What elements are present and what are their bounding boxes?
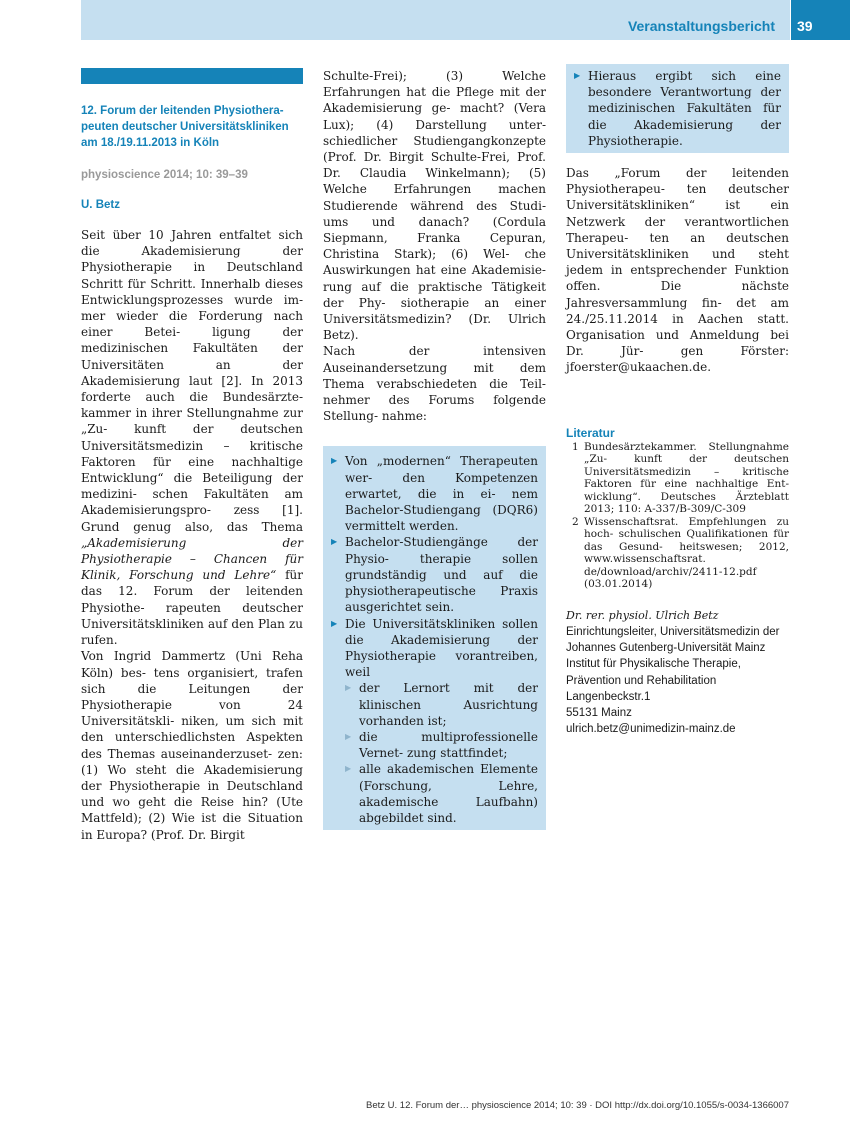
network-paragraph: Das „Forum der leitenden Physiotherapeu- ten deutscher Universitätskliniken“ ist ein Netzwerk der verantwortlichen Therapeu- ten an deutschen Universitätskliniken und steht jedem in entsprechender Funktion offen. Die nächste Jahresversammlung fin- det am 24./25.11.2014 in Aachen statt. Organisation und Anmeldung bei Dr. Jür- gen Förster: jfoerster@ukaachen.de.	[566, 166, 789, 375]
statement-subitem: ▶ alle akademischen Elemente (Forschung, Lehre, akademische Laufbahn) abgebildet sind.	[331, 761, 538, 826]
address-line: Einrichtungsleiter, Universitätsmedizin der	[566, 626, 780, 639]
address-line: Johannes Gutenberg-Universität Mainz	[566, 642, 766, 655]
title-line: 12. Forum der leitenden Physiothera-	[81, 105, 284, 117]
intro-paragraph: Seit über 10 Jahren entfaltet sich die Akademisierung der Physiotherapie in Deutschland Schritt für Schritt. Innerhalb dieses Entwicklungsprozesses wurde im- mer wieder die Forderung nach einer Betei- ligung der medizinischen Fakultäten der Universitäten an der Akademisierung laut [2]. In 2013 forderte auch die Bundesärzte- kammer in ihrer Stellungnahme zur „Zu- kunft der deutschen Universitätsmedizin – kritische Faktoren für eine nachhaltige Entwicklung“ die Beteiligung der medizini- schen Fakultäten am Akademisierungspro- zess [1]. Grund genug also, das Thema „Akademisierung der Physiotherapie – Chancen für Klinik, Forschung und Lehre“ für das 12. Forum der leitenden Physiothe- rapeuten deutscher Universitätskliniken auf den Plan zu rufen.	[81, 228, 303, 648]
address-line: Langenbeckstr.1	[566, 690, 651, 703]
title-line: am 18./19.11.2013 in Köln	[81, 137, 220, 150]
statement-box-continued	[566, 64, 789, 153]
column-middle	[323, 68, 546, 830]
author-address	[566, 608, 789, 738]
title-line: peuten deutscher Universitätskliniken	[81, 121, 289, 134]
section-label: Veranstaltungsbericht	[627, 18, 775, 34]
literature-heading: Literatur	[566, 425, 615, 440]
address-line: Institut für Physikalische Therapie,	[566, 658, 741, 671]
column-left	[81, 68, 303, 843]
address-line: 55131 Mainz	[566, 707, 632, 720]
statement-subitem: ▶ der Lernort mit der klinischen Ausrichtung vorhanden ist;	[331, 680, 538, 729]
statement-box	[323, 446, 546, 830]
column-accent-bar	[81, 68, 303, 84]
page-number: 39	[791, 0, 850, 40]
author-name: U. Betz	[81, 198, 120, 211]
address-name: Dr. rer. physiol. Ulrich Betz	[566, 608, 719, 622]
reference-item: 1 Bundesärztekammer. Stellungnahme „Zu- kunft der deutschen Universitätsmedizin – kritische Faktoren für eine nachhaltige Ent- wicklung“. Deutsches Ärzteblatt 2013; 110: A-337/B-309/C-309	[572, 440, 789, 516]
reference-item: 2 Wissenschaftsrat. Empfehlungen zu hoch- schulischen Qualifikationen für das Gesund- heitswesen; 2012, www.wissenschaftsrat. de/download/archiv/2411-12.pdf (03.01.2014)	[572, 515, 789, 591]
statement-item: ▶ Bachelor-Studiengänge der Physio- therapie sollen grundständig und auf die physiotherapeutische Praxis ausgerichtet sein.	[331, 534, 538, 615]
address-line: Prävention und Rehabilitation	[566, 674, 717, 687]
email-link[interactable]: ulrich.betz@unimedizin-mainz.de	[566, 723, 736, 736]
article-title	[81, 103, 303, 152]
statement-intro-paragraph: Nach der intensiven Auseinandersetzung mit dem Thema verabschiedeten die Teil- nehmer des Forums folgende Stellung- nahme:	[323, 344, 546, 424]
statement-item: ▶ Hieraus ergibt sich eine besondere Verantwortung der medizinischen Fakultäten für die Akademisierung der Physiotherapie.	[574, 68, 781, 149]
reference-number: 2	[572, 515, 579, 528]
statement-item: ▶ Die Universitätskliniken sollen die Akademisierung der Physiotherapie vorantreiben, weil	[331, 616, 538, 681]
statement-subitem: ▶ die multiprofessionelle Vernet- zung stattfindet;	[331, 729, 538, 761]
emphasized-topic: „Akademisierung der Physiotherapie – Chancen für Klinik, Forschung und Lehre“	[81, 535, 303, 583]
statement-item: ▶ Von „modernen“ Therapeuten wer- den Kompetenzen erwartet, die in ei- nem Bachelor-Studiengang (DQR6) vermittelt werden.	[331, 453, 538, 534]
forum-paragraph: Von Ingrid Dammertz (Uni Reha Köln) bes- tens organisiert, trafen sich die Leitungen der Physiotherapie von 24 Universitätskli- niken, um sich mit den unterschiedlichsten Aspekten des Themas auseinanderzuset- zen: (1) Wo steht die Akademisierung der Physiotherapie in Deutschland und wo geht die Reise hin? (Ute Mattfeld); (2) Wie ist die Situation in Europa? (Prof. Dr. Birgit	[81, 649, 303, 842]
column-right	[566, 64, 789, 737]
topics-paragraph: Schulte-Frei); (3) Welche Erfahrungen hat die Pflege mit der Akademisierung ge- macht? (Vera Lux); (4) Darstellung unter- schiedlicher Studiengangkonzepte (Prof. Dr. Birgit Schulte-Frei, Prof. Dr. Claudia Winkelmann); (5) Welche Erfahrungen machen Studierende während des Studi- ums und danach? (Cordula Siepmann, Franka Cepuran, Christina Stark); (6) Wel- che Auswirkungen hat eine Akademisie- rung auf die praktische Tätigkeit der Phy- siotherapie an einer Universitätsmedizin? (Dr. Ulrich Betz).	[323, 69, 546, 343]
page-footer: Betz U. 12. Forum der… physioscience 2014; 10: 39 · DOI http://dx.doi.org/10.1055/s-0034-1366007	[366, 1100, 789, 1111]
reference-list	[566, 441, 789, 591]
journal-citation: physioscience 2014; 10: 39–39	[81, 168, 248, 181]
reference-number: 1	[572, 440, 579, 453]
